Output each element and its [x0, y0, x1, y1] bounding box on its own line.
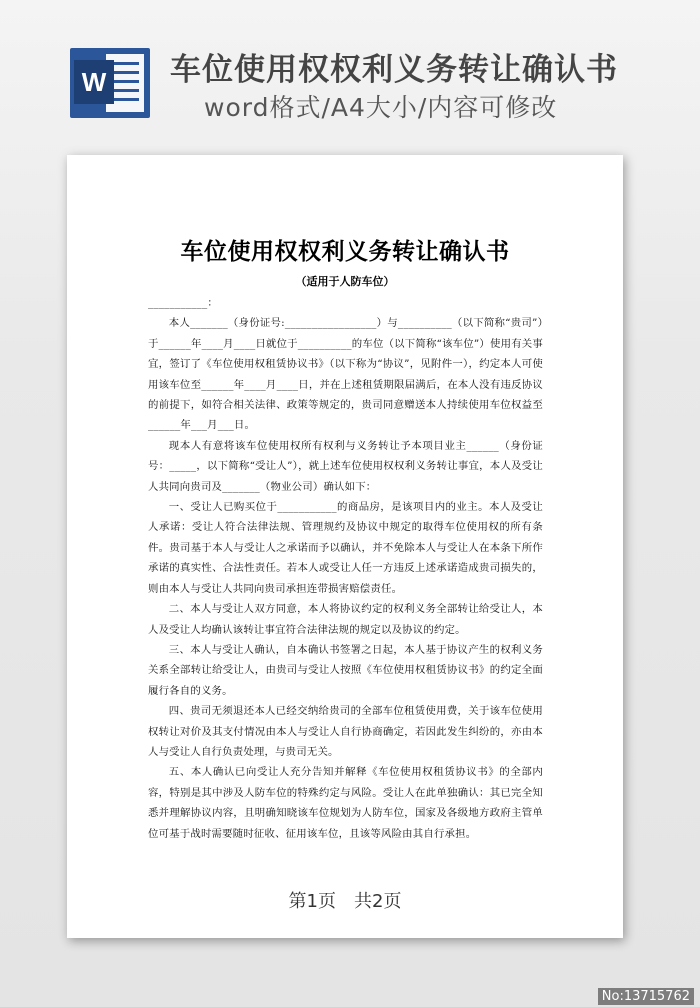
document-title: 车位使用权权利义务转让确认书 [180, 238, 510, 265]
clause-1: 一、受让人已购买位于___________的商品房，是该项目内的业主。本人及受让人承诺：受让人符合法律法规、管理规约及协议中规定的取得车位使用权的所有条件。贵司基于本人与受让人之承诺而予以确认，并不免除本人与受让人在本条下所作承诺的真实性、合法性责任。若本人或受让人任一方违反上述承诺造成贵司损失的，则由本人与受让人共同向贵司承担连带损害赔偿责任。 [148, 501, 543, 595]
clause-5: 五、本人确认已向受让人充分告知并解释《车位使用权租赁协议书》的全部内容，特别是其中涉及人防车位的特殊约定与风险。受让人在此单独确认：其已完全知悉并理解协议内容，且明确知晓该车位规划为人防车位，国家及各级地方政府主管单位可基于战时需要随时征收、征用该车位，且该等风险由其自行承担。 [148, 766, 543, 840]
salutation-line: ___________： [148, 297, 218, 309]
page-number: 第1页 共2页 [288, 891, 402, 912]
banner-subtitle: word格式/A4大小/内容可修改 [204, 93, 558, 122]
banner-title: 车位使用权权利义务转让确认书 [170, 52, 618, 88]
document-subtitle: （适用于人防车位） [295, 275, 395, 288]
clause-2: 二、本人与受让人双方同意，本人将协议约定的权利义务全部转让给受让人，本人及受让人均确认该转让事宜符合法律法规的规定以及协议的约定。 [148, 603, 543, 636]
clause-4: 四、贵司无须退还本人已经交纳给贵司的全部车位租赁使用费，关于该车位使用权转让对价及其支付情况由本人与受让人自行协商确定，若因此发生纠纷的，亦由本人与受让人自行负责处理，与贵司无关。 [148, 705, 543, 758]
word-icon [70, 42, 150, 122]
banner-header [0, 0, 700, 140]
stock-id-label: No:13715762 [598, 988, 694, 1005]
document-page [67, 155, 623, 938]
paragraph-intro: 本人_______（身份证号:_________________）与__________（以下简称“贵司”）于______年____月____日就位于__________的车位（以下简称“该车位”）使用有关事宜，签订了《车位使用权租赁协议书》（以下称为“协议”，见附件一），约定本人可使用该车位至______年____月____日，并在上述租赁期限届满后，在本人没有违反协议的前提下，如符合相关法律、政策等规定的，贵司同意赠送本人持续使用车位权益至______年___月___日。 [148, 317, 543, 432]
svg-text:W: W [81, 67, 107, 97]
document-body [148, 293, 543, 844]
paragraph-transfer-intent: 现本人有意将该车位使用权所有权利与义务转让予本项目业主______（身份证号：_____，以下简称“受让人”），就上述车位使用权权利义务转让事宜，本人及受让人共同向贵司及_______（物业公司）确认如下： [148, 439, 543, 493]
clause-3: 三、本人与受让人确认，自本确认书签署之日起，本人基于协议产生的权利义务关系全部转让给受让人，由贵司与受让人按照《车位使用权租赁协议书》的约定全面履行各自的义务。 [148, 643, 543, 697]
